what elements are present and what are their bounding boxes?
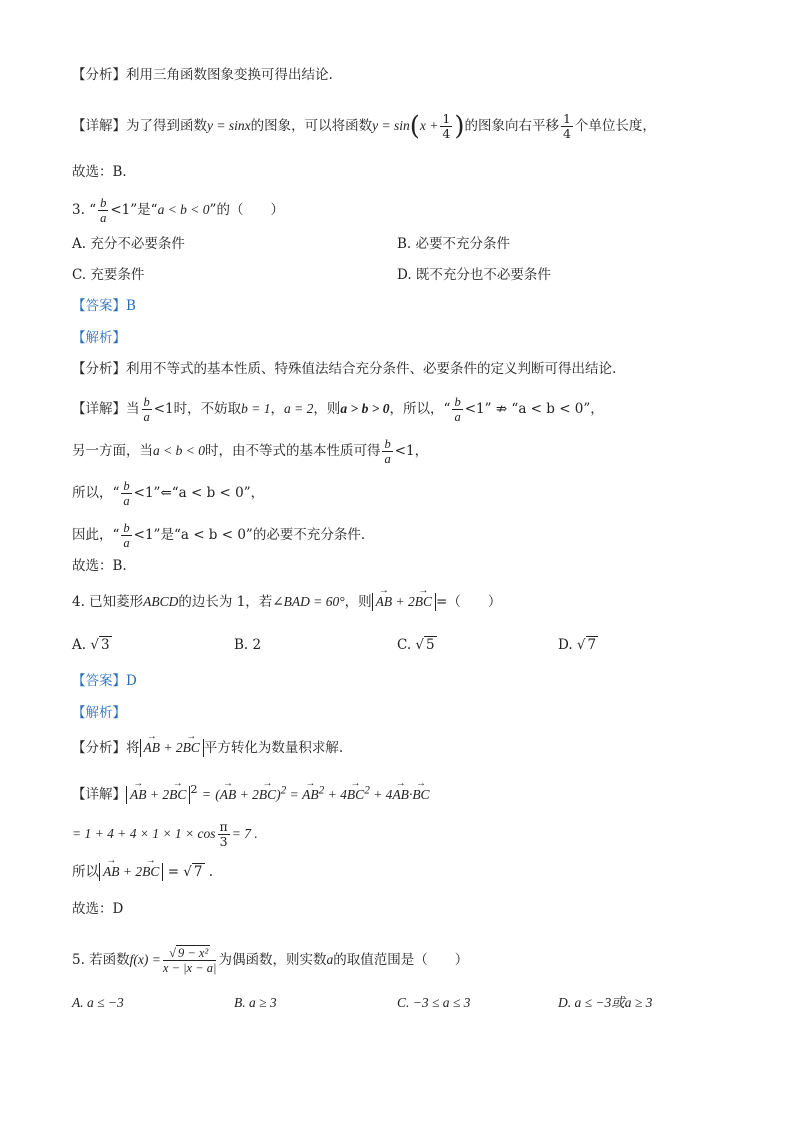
analysis-tag: 【分析】 xyxy=(72,67,126,83)
detail-line-q3-3: 所以，“ $\frac{b}{a}$ <1”⇐“a < b < 0”， xyxy=(72,479,265,508)
equation: a > b > 0 xyxy=(340,401,390,416)
option-a: A. 充分不必要条件 xyxy=(72,236,185,252)
detail-line-q4-2: = 1 + 4 + 4 × 1 × 1 × cos $\frac{\pi}{3}$ = 7 . xyxy=(72,819,258,849)
analysis-tag: 【分析】 xyxy=(72,361,126,377)
detail-tag: 【详解】 xyxy=(72,118,126,134)
choose-q2: 故选：B. xyxy=(72,164,127,180)
quote: “ xyxy=(89,202,97,218)
equation: b = 1 xyxy=(241,401,271,416)
paren-open: ( xyxy=(409,111,420,142)
vector-norm: → AB + 2→ BC xyxy=(372,593,436,611)
fraction: $\frac{b}{a}$ xyxy=(123,521,130,550)
fraction: $\frac{\pi}{3}$ xyxy=(219,819,228,849)
fraction: $\frac{b}{a}$ xyxy=(100,196,107,225)
detail-line-q3-2: 另一方面，当a < b < 0时，由不等式的基本性质可得 $\frac{b}{a}$ <1， xyxy=(72,437,429,466)
question-4: 4. 已知菱形ABCD的边长为 1，若∠BAD = 60°，则 → AB + 2→ BC =（ ） xyxy=(72,593,501,611)
option-c: C. 充要条件 xyxy=(72,267,145,283)
equation: a = 2 xyxy=(284,401,314,416)
equation: ABCD xyxy=(143,594,179,609)
fraction: $\frac{b}{a}$ xyxy=(143,395,150,424)
detail-text: 的图象向右平移 xyxy=(464,118,559,134)
option-b: B. 2 xyxy=(234,637,262,653)
fraction: $\frac{1}{4}$ xyxy=(442,111,451,141)
option-c: C. −3 ≤ a ≤ 3 xyxy=(397,995,471,1010)
detail-text: 的图象，可以将函数 xyxy=(250,118,373,134)
question-number: 3. xyxy=(72,202,85,218)
fraction: $\frac{b}{a}$ xyxy=(454,395,461,424)
option-d: D. √ 7 xyxy=(558,637,597,653)
detail-line-q4-3: 所以 → AB + 2→ BC = √ 7 . xyxy=(72,863,213,881)
vector-norm: → AB + 2→ BC xyxy=(140,739,204,757)
analysis-line-q4: 【分析】将 → AB + 2→ BC 平方转化为数量积求解. xyxy=(72,739,343,757)
question-3 xyxy=(72,196,284,225)
answer-q4: 【答案】D xyxy=(72,673,137,689)
analysis-text: 利用三角函数图象变换可得出结论. xyxy=(126,67,333,83)
paren-close: ) xyxy=(454,111,465,142)
detail-line-q4-1: 【详解】 → AB + 2→ BC $^2$ = (→ AB + 2→ BC)$^2$ = → $AB^2 + 4\to BC^2 + 4\to AB\cdot\to$ BC xyxy=(72,781,430,804)
question-text: <1”是“ xyxy=(110,202,158,218)
analysis-line-q3 xyxy=(72,360,616,378)
analysis-text: 利用不等式的基本性质、特殊值法结合充分条件、必要条件的定义判断可得出结论. xyxy=(126,361,617,377)
equation: y = sin xyxy=(372,118,410,133)
detail-line-q3-4: 因此，“ $\frac{b}{a}$ <1”是“a < b < 0”的必要不充分条件. xyxy=(72,521,366,550)
fraction: $\frac{\text{√ 9 − x²}}{x - |x - a|}$ xyxy=(162,946,217,975)
option-a: A. a ≤ −3 xyxy=(72,995,124,1010)
detail-text: 为了得到函数 xyxy=(126,118,207,134)
option-d: D. 既不充分也不必要条件 xyxy=(397,267,551,283)
answer-q3: 【答案】B xyxy=(72,298,136,314)
option-b: B. 必要不充分条件 xyxy=(397,236,511,252)
vector-norm: → AB + 2→ BC xyxy=(99,863,163,881)
question-5: 5. 若函数f(x) = $\frac{\text{√ 9 − x²}}{x - |x - a|}$ 为偶函数，则实数a的取值范围是（ ） xyxy=(72,946,469,975)
choose-q3: 故选：B. xyxy=(72,558,127,574)
equation: a < b < 0 xyxy=(157,202,210,217)
equation: f(x) = xyxy=(129,952,161,967)
detail-line-q2 xyxy=(72,112,656,141)
option-d: D. a ≤ −3或a ≥ 3 xyxy=(558,995,653,1010)
fraction: $\frac{b}{a}$ xyxy=(384,437,391,466)
equation: x + xyxy=(419,118,439,133)
question-text: ”的（ ） xyxy=(209,202,284,218)
equation: y = sinx xyxy=(207,118,251,133)
equation: a < b < 0 xyxy=(153,443,205,458)
equation: ∠BAD = 60° xyxy=(272,594,345,609)
vector-norm: → AB + 2→ BC xyxy=(126,786,190,804)
detail-text: 个单位长度， xyxy=(574,118,656,134)
option-a: A. √ 3 xyxy=(72,637,110,653)
analysis-heading-q3: 【解析】 xyxy=(72,330,126,346)
not-implies-symbol: ⇏ xyxy=(495,401,508,417)
detail-line-q3-1: 【详解】当 $\frac{b}{a}$ <1时，不妨取b = 1，a = 2，则a > b > 0，所以，“ $\frac{b}{a}$ <1” ⇏ “a < b < 0”， xyxy=(72,395,604,424)
fraction: $\frac{1}{4}$ xyxy=(562,111,571,141)
detail-tag: 【详解】 xyxy=(72,401,126,417)
detail-text: <1时，不妨取 xyxy=(153,401,242,417)
option-b: B. a ≥ 3 xyxy=(234,995,277,1010)
analysis-heading-q4: 【解析】 xyxy=(72,705,126,721)
choose-q4: 故选：D xyxy=(72,901,124,917)
analysis-line-q2 xyxy=(72,66,333,84)
option-c: C. √ 5 xyxy=(397,637,435,653)
detail-text: 当 xyxy=(126,401,140,417)
fraction: $\frac{b}{a}$ xyxy=(123,479,130,508)
question-text: 4. 已知菱形 xyxy=(72,594,144,610)
